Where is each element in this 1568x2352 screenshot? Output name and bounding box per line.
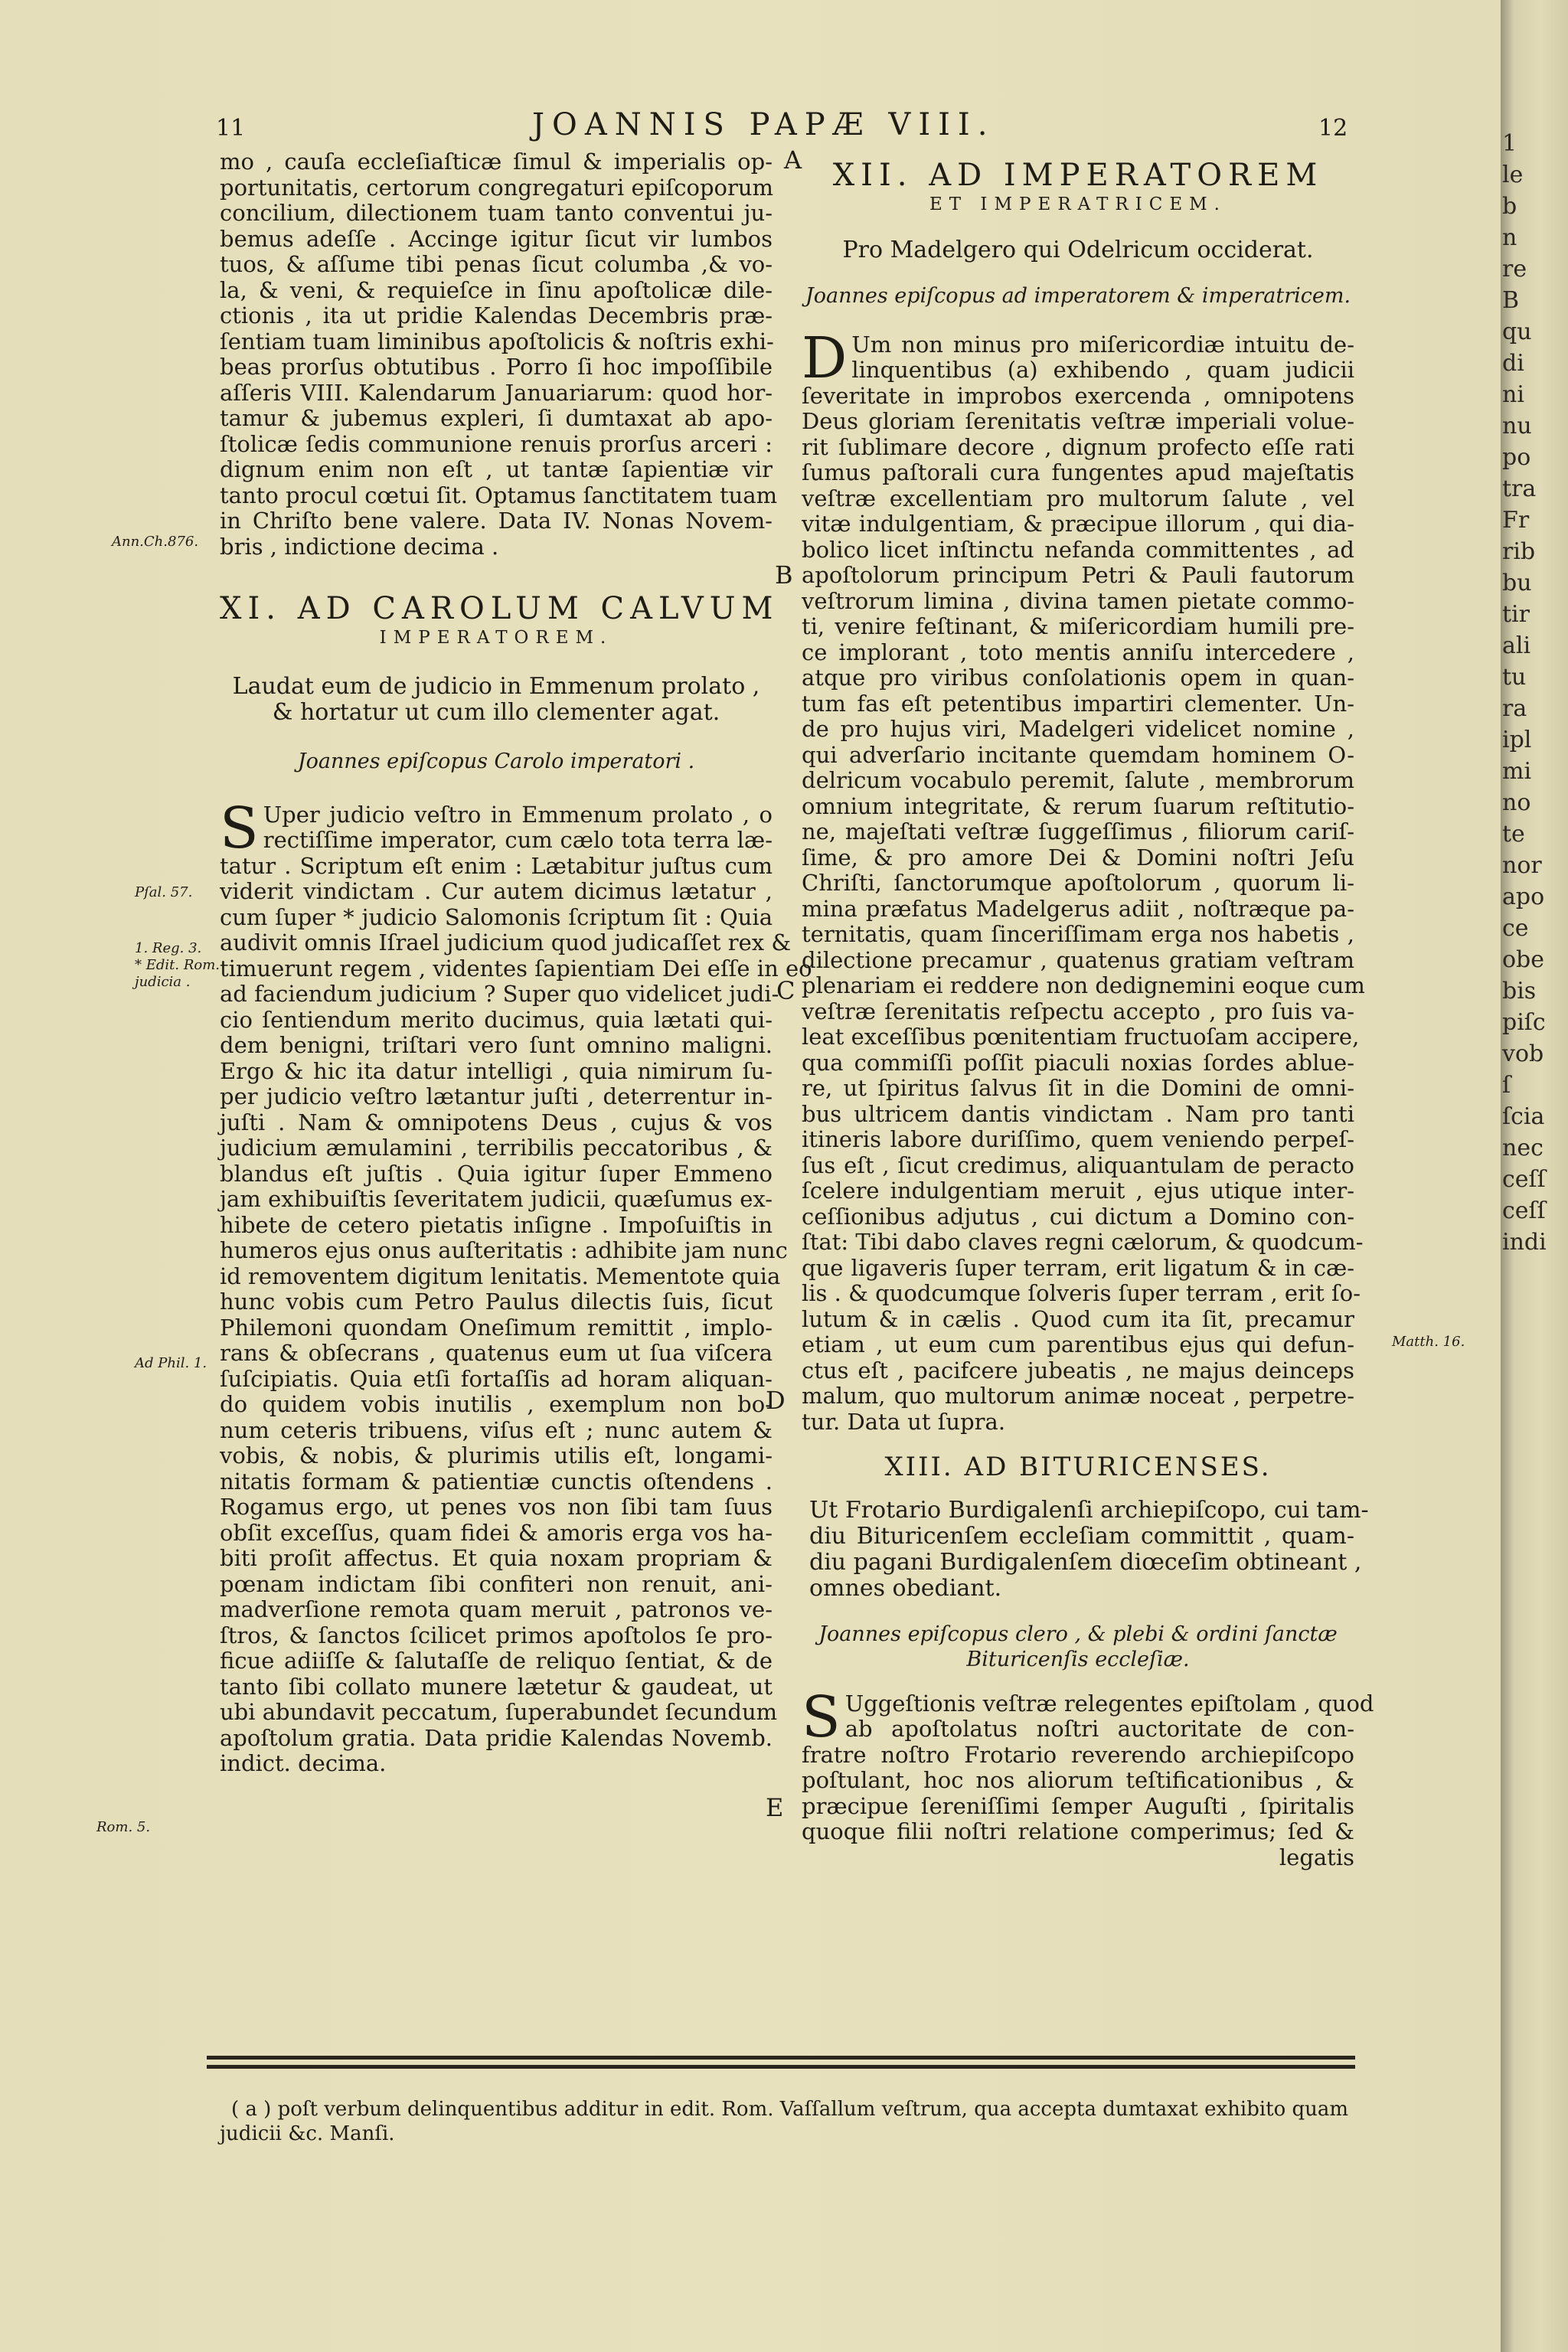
adjacent-page-edge (1501, 0, 1568, 2352)
letter-xii-body-line: qui adverſario incitante quemdam hominem O- (802, 741, 1354, 768)
adjacent-page-fragment: te (1502, 821, 1525, 848)
letter-xii-subtitle: ET IMPERATRICEM. (929, 194, 1227, 214)
left-continuation-line: tamur & jubemus expleri, ſi dumtaxat ab apo- (220, 405, 773, 431)
letter-xi-body-line: rans & obſecrans , quatenus eum ut ſua viſcera (220, 1340, 773, 1366)
letter-xi-body-line: apoſtolum gratia. Data pridie Kalendas Novemb. (220, 1724, 773, 1751)
letter-xii-drop-cap: D (802, 325, 848, 391)
left-page-number: 11 (216, 115, 246, 142)
letter-xi-body-line: id removentem digitum lenitatis. Mementote quia (220, 1263, 781, 1289)
letter-xii-body-line: tur. Data ut ſupra. (802, 1408, 1006, 1435)
left-continuation-line: tanto procul cœtui ſit. Optamus ſanctitatem tuam (220, 482, 778, 508)
letter-xi-body-line: juſti . Nam & omnipotens Deus , cujus & vos (220, 1109, 773, 1135)
letter-xi-body-line: blandus eſt juſtis . Quia igitur ſuper Emmeno (220, 1160, 773, 1187)
letter-xii-second-line: linquentibus (a) exhibendo , quam judicii (851, 357, 1354, 383)
adjacent-page-fragment: vob (1502, 1040, 1544, 1067)
letter-xii-summary: Pro Madelgero qui Odelricum occiderat. (842, 237, 1314, 263)
margin-note-philemon: Ad Phil. 1. (135, 1355, 207, 1371)
adjacent-page-fragment: ali (1502, 632, 1531, 659)
letter-xii-body-line: rit ſublimare decore , dignum profecto eſſe rati (802, 433, 1354, 460)
letter-xiii-body-line: quoque filii noſtri relatione comperimus; ſed & (802, 1818, 1354, 1844)
letter-xiii-summary-line: diu pagani Burdigalenſem diœceſim obtineant , (809, 1548, 1362, 1576)
letter-xi-address: Joannes epiſcopus Carolo imperatori . (297, 750, 695, 773)
adjacent-page-fragment: qu (1502, 318, 1532, 345)
letter-xiii-address-1: Joannes epiſcopus clero , & plebi & ordini ſanctæ (818, 1622, 1338, 1646)
letter-xi-body-line: viderit vindictam . Cur autem dicimus lætatur , (220, 878, 773, 904)
letter-xi-opening (220, 795, 773, 861)
letter-xii-body-line: dilectione precamur , quatenus gratiam veſtram (802, 946, 1354, 973)
section-letter-a: A (784, 145, 802, 175)
letter-xii-body-line: bolico licet inſtinctu nefanda committentes , ad (802, 536, 1354, 563)
margin-note-reg-2: * Edit. Rom. (135, 957, 220, 973)
letter-xi-body-line: ſtros, & ſanctos ſcilicet primos apoſtolos ſe pro- (220, 1622, 773, 1648)
letter-xii-body-line: ternitatis, quam ſinceriſſimam erga nos habetis , (802, 921, 1354, 947)
letter-xi-body-line: tatur . Scriptum eſt enim : Lætabitur juſtus cum (220, 852, 773, 879)
letter-xii-body-line: ſcelere indulgentiam meruit , ejus utique inter- (802, 1178, 1354, 1204)
letter-xi-body-line: ubi abundavit peccatum, ſuperabundet ſecundum (220, 1699, 778, 1725)
adjacent-page-fragment: di (1502, 350, 1524, 377)
adjacent-page-fragment: ſcia (1502, 1103, 1545, 1130)
letter-xii-body-line: de pro hujus viri, Madelgeri videlicet nomine , (802, 716, 1354, 742)
letter-xiii-second-line: ab apoſtolatus noſtri auctoritate de con- (844, 1716, 1354, 1742)
letter-xii-body (802, 382, 1365, 1436)
letter-xi-body-line: num ceteris tribuens, viſus eſt ; nunc autem & (220, 1416, 773, 1443)
margin-note-matthew: Matth. 16. (1392, 1334, 1465, 1350)
footnote-rule-top (207, 2056, 1355, 2060)
letter-xii-body-line: omnium integritate, & rerum ſuarum reſtitutio- (802, 792, 1354, 819)
letter-xi-body-line: ad faciendum judicium ? Super quo videlicet judi- (220, 981, 779, 1007)
letter-xii-body-line: vitæ indulgentiam, & præcipue illorum , qui dia- (802, 511, 1354, 537)
letter-xii-title: XII. AD IMPERATOREM (832, 158, 1324, 193)
left-continuation-line: la, & veni, & requieſce in ſinu apoſtolicæ dile- (220, 276, 773, 303)
margin-note-reg-1: 1. Reg. 3. (135, 940, 202, 956)
letter-xi-body-line: Philemoni quondam Oneſimum remittit , implo- (220, 1314, 773, 1341)
letter-xi-body (220, 852, 812, 1777)
letter-xi-body-line: ficue adiiſſe & ſalutaſſe de reliquo ſentiat, & de (220, 1648, 773, 1674)
letter-xi-body-line: do quidem vobis inutilis , exemplum non bo- (220, 1391, 773, 1417)
margin-note-psalm: Pſal. 57. (135, 884, 193, 900)
section-letter-e: E (766, 1793, 784, 1822)
adjacent-page-fragment: le (1502, 162, 1524, 188)
letter-xii-body-line: malum, quo multorum animæ noceat , perpetre- (802, 1383, 1354, 1409)
letter-xii-body-line: veſtræ ſerenitatis reſpectu accepto , pro ſuis va- (802, 998, 1354, 1024)
letter-xii-body-line: veſtræ excellentiam pro multorum ſalute , vel (802, 485, 1354, 511)
left-continuation-line: mo , cauſa eccleſiaſticæ ſimul & imperialis op- (220, 149, 773, 175)
letter-xii-body-line: plenariam ei reddere non dedignemini eoque cum (802, 972, 1365, 998)
letter-xiii-opening (802, 1684, 1374, 1750)
adjacent-page-fragment: mi (1502, 758, 1532, 785)
letter-xii-body-line: ſeveritate in improbos exercenda , omnipotens (802, 382, 1354, 409)
letter-xii-body-line: apoſtolorum principum Petri & Pauli fautorum (802, 562, 1354, 588)
left-continuation-line: in Chriſto bene valere. Data IV. Nonas Novem- (220, 508, 773, 534)
adjacent-page-fragment: no (1502, 789, 1531, 816)
adjacent-page-fragment: obe (1502, 946, 1545, 973)
letter-xiii-drop-cap: S (802, 1684, 841, 1750)
letter-xi-body-line: per judicio veſtro lætantur juſti , deterrentur in- (220, 1083, 773, 1109)
letter-xii-body-line: ſus eſt , ſicut credimus, aliquantulam de peracto (802, 1152, 1354, 1178)
section-letter-b: B (775, 560, 793, 590)
left-continuation-line: bris , indictione decima . (220, 533, 499, 560)
adjacent-page-fragment: b (1502, 193, 1517, 220)
letter-xii-opening (802, 325, 1354, 391)
letter-xi-body-line: cum ſuper * judicio Salomonis ſcriptum ſit : Quia (220, 903, 773, 930)
left-column (220, 149, 812, 1777)
left-continuation-line: ſentiam tuam liminibus apoſtolicis & noſtris exhi- (220, 328, 774, 354)
letter-xii-body-line: qua commiſſi poſſit piaculi noxias ſordes ablue- (802, 1049, 1354, 1076)
letter-xi-body-line: hibete de cetero pietatis inſigne . Impoſuiſtis in (220, 1211, 773, 1238)
adjacent-page-fragment: apo (1502, 884, 1545, 910)
adjacent-page-fragment: n (1502, 224, 1517, 251)
letter-xii-body-line: ne, majeſtati veſtræ ſuggeſſimus , filiorum cariſ- (802, 818, 1354, 844)
left-continuation-line: portunitatis, certorum congregaturi epiſcoporum (220, 174, 774, 201)
letter-xii-body-line: mina præfatus Madelgerus adiit , noſtræque pa- (802, 895, 1354, 922)
letter-xi-body-line: obſit exceſſus, quam fidei & amoris erga vos ha- (220, 1519, 773, 1546)
letter-xii-body-line: etiam , ut eum cum parentibus ejus qui defun- (802, 1331, 1354, 1357)
adjacent-page-fragment: 1 (1502, 130, 1517, 157)
left-continuation-line: beas prorſus obtutibus . Porro ſi hoc impoſſibile (220, 354, 773, 380)
letter-xi-summary-2: & hortatur ut cum illo clementer agat. (272, 699, 720, 726)
left-continuation-line: bemus adeſſe . Accinge igitur ſicut vir lumbos (220, 225, 773, 252)
adjacent-page-fragment: bu (1502, 570, 1532, 596)
adjacent-page-fragment: indi (1502, 1229, 1547, 1256)
adjacent-page-fragment: B (1502, 287, 1520, 314)
letter-xi-body-line: hunc vobis cum Petro Paulus dilectis ſuis, ſicut (220, 1289, 773, 1315)
adjacent-page-fragment: bis (1502, 978, 1537, 1004)
letter-xii-body-line: delricum vocabulo peremit, ſalute , membrorum (802, 767, 1354, 793)
left-continuation-line: dignum enim non eſt , ut tantæ ſapientiæ vir (220, 456, 773, 482)
letter-xi-title: XI. AD CAROLUM CALVUM (220, 591, 779, 626)
left-continuation-line: ctionis , ita ut pridie Kalendas Decembris præ- (220, 302, 773, 328)
margin-note-reg-3: judicia . (135, 974, 191, 990)
letter-xiii-summary-line: Ut Frotario Burdigalenſi archiepiſcopo, cui tam- (809, 1496, 1369, 1524)
section-letter-d: D (766, 1386, 786, 1415)
letter-xi-body-line: timuerunt regem , videntes ſapientiam Dei eſſe in eo (220, 955, 812, 982)
letter-xii-body-line: re, ut ſpiritus ſalvus ſit in die Domini de omni- (802, 1075, 1354, 1101)
letter-xiii-address-2: Bituricenſis eccleſiæ. (966, 1648, 1190, 1671)
letter-xi-second-line: rectiſſime imperator, cum cælo tota terra læ- (263, 827, 773, 853)
letter-xii-body-line: itineris labore duriſſimo, quem veniendo perpeſ- (802, 1126, 1354, 1152)
letter-xi-body-line: biti proſit affectus. Et quia noxam propriam & (220, 1545, 773, 1571)
section-letter-c: C (776, 976, 795, 1005)
left-continuation-line: aſſeris VIII. Kalendarum Januariarum: quod hor- (220, 379, 773, 406)
letter-xiii-body-line: fratre noſtro Frotario reverendo archiepiſcopo (802, 1741, 1354, 1768)
left-continuation-line: concilium, dilectionem tuam tanto conventui ju- (220, 200, 773, 226)
letter-xi-body-line: humeros ejus onus auſteritatis : adhibite jam nunc (220, 1237, 788, 1263)
letter-xii-body-line: ctus eſt , pacifcere jubeatis , ne majus deinceps (802, 1357, 1354, 1383)
adjacent-page-fragment: tu (1502, 664, 1527, 691)
letter-xi-body-line: Ergo & hic ita datur intelligi , quia nimirum ſu- (220, 1057, 773, 1084)
letter-xii-body-line: ceſſionibus adjutus , cui dictum a Domino con- (802, 1203, 1354, 1230)
letter-xii-body-line: bus ultricem dantis vindictam . Nam pro tanti (802, 1100, 1354, 1127)
letter-xiii-body (802, 1743, 1354, 1845)
adjacent-page-fragment: ipl (1502, 727, 1532, 753)
adjacent-page-fragment: ceſſ (1502, 1197, 1546, 1224)
right-page-number: 12 (1318, 115, 1348, 142)
letter-xiii-summary-line: diu Bituricenſem eccleſiam committit , quam- (809, 1522, 1354, 1550)
footnote-rule-bottom (207, 2065, 1355, 2069)
left-continuation-line: ſtolicæ ſedis communione renuis prorſus arceri : (220, 430, 773, 457)
left-continuation-text (220, 149, 778, 560)
letter-xii-body-line: lutum & in cælis . Quod cum ita ſit, precamur (802, 1305, 1354, 1332)
letter-xi-subtitle: IMPERATOREM. (379, 627, 613, 648)
letter-xi-drop-cap: S (220, 795, 259, 861)
letter-xiii-summary-line: omnes obediant. (809, 1574, 1002, 1602)
letter-xiii-body-line: præcipue ſereniſſimi ſemper Auguſti , ſpiritalis (802, 1792, 1354, 1819)
letter-xiii-first-line: Uggeſtionis veſtræ relegentes epiſtolam , quod (844, 1690, 1374, 1717)
adjacent-page-fragment: tir (1502, 601, 1530, 628)
footnote-line-1: ( a ) poſt verbum delinquentibus additur in edit. Rom. Vaſſallum veſtrum, qua accepta dumtaxat exhibito quam (231, 2098, 1349, 2121)
adjacent-page-fragment: po (1502, 444, 1531, 471)
letter-xi-summary-1: Laudat eum de judicio in Emmenum prolato , (232, 673, 760, 700)
letter-xi-body-line: judicium æmulamini , terribilis peccatoribus , & (220, 1135, 773, 1161)
adjacent-page-fragment: ra (1502, 695, 1527, 722)
letter-xi-body-line: madverſione remota quam meruit , patronos ve- (220, 1596, 773, 1622)
letter-xi-body-line: ſuſcipiatis. Quia etſi fortaſſis ad horam aliquan- (220, 1365, 773, 1392)
letter-xi-body-line: Rogamus ergo, ut penes vos non ſibi tam ſuus (220, 1494, 773, 1520)
letter-xii-body-line: ce implorant , toto mentis anniſu intercedere , (802, 639, 1354, 665)
letter-xi-first-line: Uper judicio veſtro in Emmenum prolato , o (263, 801, 773, 828)
letter-xiii-summary (802, 1496, 1369, 1602)
letter-xi-body-line: indict. decima. (220, 1750, 387, 1776)
letter-xi-body-line: pœnam indictam ſibi confiteri non renuit, ani- (220, 1570, 773, 1597)
adjacent-page-fragment: Fr (1502, 507, 1530, 534)
adjacent-page-fragment: ſ (1502, 1072, 1511, 1099)
letter-xiii-body-line: poſtulant, hoc nos aliorum teſtificationibus , & (802, 1767, 1354, 1793)
adjacent-page-fragment: nu (1502, 413, 1532, 439)
letter-xii-body-line: Deus gloriam ſerenitatis veſtræ imperiali volue- (802, 408, 1354, 434)
letter-xii-body-line: lis . & quodcumque ſolveris ſuper terram , erit ſo- (802, 1280, 1361, 1306)
letter-xii-body-line: leat exceſſibus pœnitentiam fructuoſam accipere, (802, 1024, 1360, 1050)
adjacent-page-fragment: re (1502, 256, 1527, 283)
letter-xiii-title: XIII. AD BITURICENSES. (884, 1452, 1272, 1482)
letter-xi-body-line: dem benigni, triſtari vero ſunt omnino maligni. (220, 1032, 773, 1058)
letter-xi-body-line: audivit omnis Iſrael judicium quod judicaſſet rex & (220, 929, 792, 956)
letter-xii-body-line: ti, venire feſtinant, & miſericordiam humili pre- (802, 613, 1354, 639)
adjacent-page-fragment: tra (1502, 475, 1537, 502)
adjacent-page-fragment: piſc (1502, 1009, 1546, 1036)
letter-xii-body-line: ſime, & pro amore Dei & Domini noſtri Jeſu (802, 844, 1354, 871)
letter-xi-body-line: tanto ſibi collato munere lætetur & gaudeat, ut (220, 1673, 773, 1700)
adjacent-page-fragment: nor (1502, 852, 1542, 879)
letter-xii-body-line: tum fas eſt petentibus impartiri clementer. Un- (802, 690, 1354, 717)
running-title: JOANNIS PAPÆ VIII. (532, 107, 995, 142)
footnote-line-2: judicii &c. Manſi. (220, 2122, 395, 2145)
adjacent-page-fragment: ceſſ (1502, 1166, 1546, 1193)
letter-xii-body-line: ſumus paſtorali cura fungentes apud majeſtatis (802, 459, 1354, 485)
letter-xi-body-line: cio ſentiendum merito ducimus, quia lætati qui- (220, 1006, 773, 1033)
adjacent-page-fragment: nec (1502, 1135, 1544, 1161)
letter-xi-body-line: jam exhibuiſtis ſeveritatem judicii, quæſumus ex- (220, 1186, 773, 1212)
margin-note-year: Ann.Ch.876. (112, 534, 199, 550)
adjacent-page-fragment: ni (1502, 381, 1524, 408)
margin-note-romans: Rom. 5. (96, 1819, 151, 1835)
letter-xi-body-line: vobis, & nobis, & plurimis utilis eſt, longami- (220, 1442, 773, 1468)
letter-xii-body-line: atque pro viribus conſolationis opem in quan- (802, 665, 1354, 691)
letter-xii-address: Joannes epiſcopus ad imperatorem & imperatricem. (805, 284, 1351, 308)
left-continuation-line: tuos, & aſſume tibi penas ſicut columba ,& vo- (220, 251, 773, 277)
letter-xi-body-line: nitatis formam & patientiæ cunctis oſtendens . (220, 1468, 773, 1494)
letter-xii-body-line: Chriſti, ſanctorumque apoſtolorum , quorum li- (802, 870, 1354, 896)
adjacent-page-fragment: ce (1502, 915, 1529, 942)
letter-xii-body-line: veſtrorum limina , divina tamen pietate commo- (802, 587, 1354, 614)
catchword: legatis (1279, 1844, 1354, 1870)
letter-xii-body-line: que ligaveris ſuper terram, erit ligatum & in cæ- (802, 1254, 1354, 1281)
adjacent-page-fragment: rib (1502, 538, 1536, 565)
letter-xii-body-line: ſtat: Tibi dabo claves regni cælorum, & quodcum- (802, 1229, 1364, 1255)
right-column (802, 158, 1374, 1870)
letter-xii-first-line: Um non minus pro miſericordiæ intuitu de- (851, 331, 1354, 358)
